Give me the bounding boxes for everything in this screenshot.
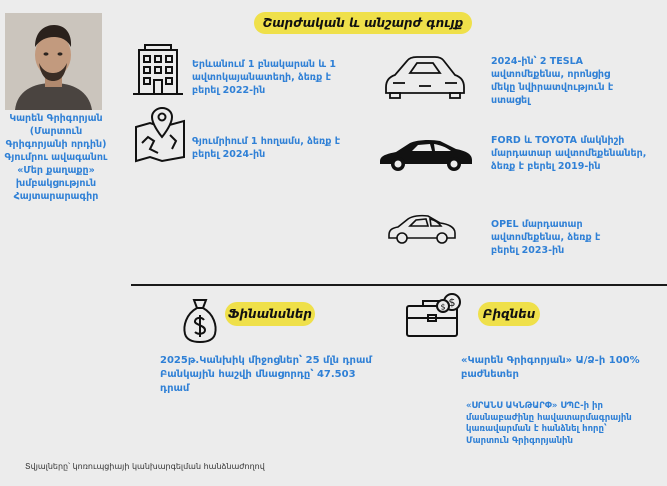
ford-toyota-line: FORD և TOYOTA մակնիշի <box>491 135 625 146</box>
opel-line: բերել 2023-ին <box>491 245 565 256</box>
finance-line: դրամ <box>160 383 190 394</box>
property-section-title: Շարժական և անշարժ գույք <box>254 12 472 34</box>
company-line: մասնաբաժինը հավատարմագրային <box>466 412 632 423</box>
land-line: Գյումրիում 1 հողամս, ձեռք է <box>192 136 341 147</box>
tesla-line: 2024-ին՝ 2 TESLA <box>491 56 584 67</box>
ford-toyota-line: մարդատար ավտոմեքենաներ, <box>491 148 647 159</box>
money-bag-icon <box>182 298 218 344</box>
profile-line: (Մարտուն <box>29 126 83 137</box>
tesla-line: ստացել <box>491 95 531 106</box>
profile-line: Հայտարարագիր <box>13 191 99 202</box>
ford-toyota-line: ձեռք է բերել 2019-ին <box>491 161 601 172</box>
svg-text:$: $ <box>440 302 446 312</box>
land-text <box>192 135 340 161</box>
profile-line: Գրիգորյանի որդին) <box>5 139 107 150</box>
apartment-text <box>192 58 336 97</box>
business-ownership-text <box>461 354 640 382</box>
sedan-car-icon <box>378 137 474 173</box>
finance-line: 2025թ.Կանխիկ միջոցներ՝ 25 մլն դրամ <box>160 355 372 366</box>
opel-line: OPEL մարդատար <box>491 219 583 230</box>
finance-text <box>160 354 372 396</box>
svg-text:$: $ <box>448 296 456 309</box>
profile-description <box>0 112 112 203</box>
tesla-line: մեկը նվիրատվություն է <box>491 82 614 93</box>
small-car-icon <box>386 213 458 247</box>
opel-text <box>491 218 600 257</box>
section-divider <box>131 284 667 286</box>
profile-line: «Մեր քաղաքը» <box>17 165 95 176</box>
ford-toyota-text <box>491 134 646 173</box>
tesla-text <box>491 55 613 107</box>
company-line: «ՍՐԱՆՍ ԱԿՆԹԱՐՓ» ՍՊԸ-ի իր <box>466 401 603 411</box>
sports-car-icon <box>383 53 467 99</box>
apartment-line: Երևանում 1 բնակարան և 1 <box>192 59 336 70</box>
apartment-line: ավտոկայանատեղի, ձեռք է <box>192 72 331 83</box>
ownership-line: «Կարեն Գրիգորյան» Ա/Ձ-ի 100% <box>461 355 640 366</box>
business-section-title: Բիզնես <box>478 302 540 326</box>
map-pin-icon <box>132 107 188 163</box>
building-icon <box>131 44 185 96</box>
finance-section-title: Ֆինանսներ <box>225 302 315 326</box>
profile-line: խմբակցություն <box>15 178 97 189</box>
apartment-line: բերել 2022-ին <box>192 85 266 96</box>
source-footer: Տվյալները՝ կոռուպցիայի կանխարգելման հանձնաժողով <box>25 462 265 471</box>
business-company-text <box>466 401 632 447</box>
ownership-line: բաժնետեր <box>461 369 519 380</box>
finance-line: Բանկային հաշվի մնացորդը՝ 47.503 <box>160 369 356 380</box>
profile-photo <box>5 13 102 110</box>
opel-line: ավտոմեքենա, ձեռք է <box>491 232 601 243</box>
profile-line: Գյումրու ավագանու <box>4 152 108 163</box>
tesla-line: ավտոմեքենա, որոնցից <box>491 69 611 80</box>
company-line: կառավարման է հանձնել հորը՝ <box>466 424 607 434</box>
briefcase-coins-icon <box>405 292 467 338</box>
land-line: բերել 2024-ին <box>192 149 266 160</box>
company-line: Մարտուն Գրիգորյանին <box>466 435 573 446</box>
profile-line: Կարեն Գրիգորյան <box>9 113 103 124</box>
